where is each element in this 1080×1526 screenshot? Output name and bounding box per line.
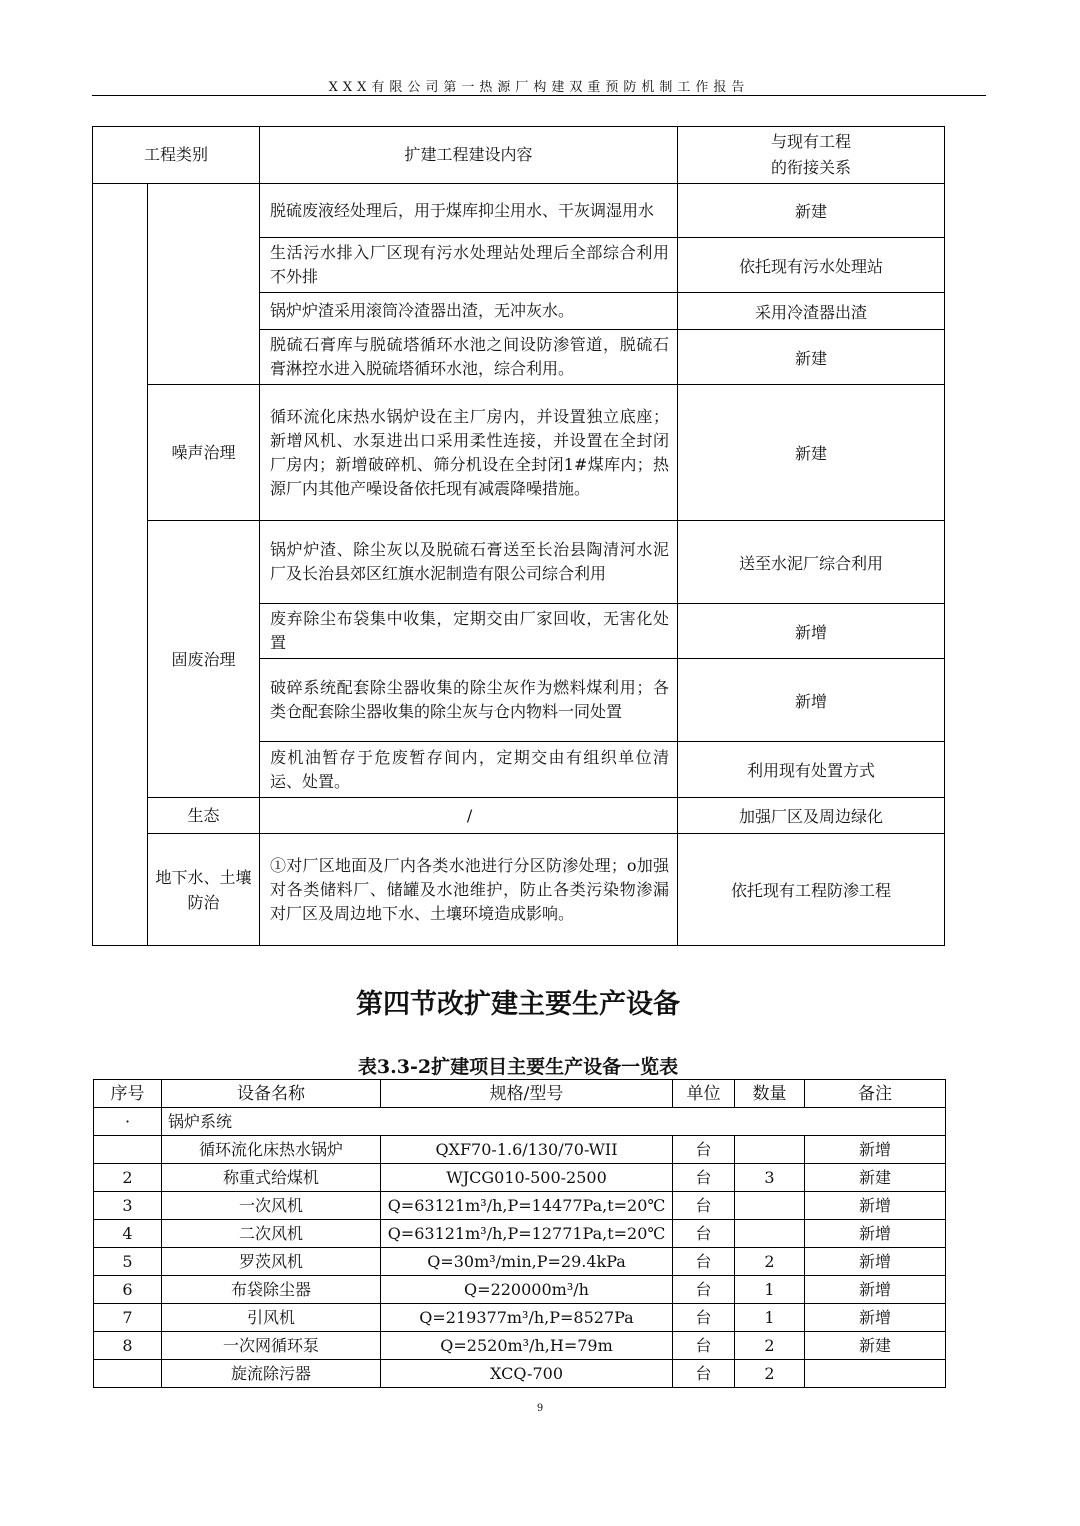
relation-cell: 新建: [678, 385, 945, 521]
cell-name: 一次网循环泵: [162, 1332, 381, 1360]
content-cell: 脱硫石膏库与脱硫塔循环水池之间设防渗管道，脱硫石膏淋控水进入脱硫塔循环水池，综合利用。: [260, 330, 678, 385]
content-cell: 锅炉炉渣、除尘灰以及脱硫石膏送至长治县陶清河水泥厂及长治县郊区红旗水泥制造有限公司综合利用: [260, 521, 678, 604]
group-name: 锅炉系统: [162, 1108, 946, 1136]
cell-qty: 2: [735, 1248, 805, 1276]
content-cell: 脱硫废液经处理后，用于煤库抑尘用水、干灰调湿用水: [260, 184, 678, 238]
cell-remark: 新建: [805, 1164, 946, 1192]
content-cell: 废弃除尘布袋集中收集，定期交由厂家回收，无害化处置: [260, 604, 678, 659]
section-title: 第四节改扩建主要生产设备: [356, 989, 680, 1020]
header-no: 序号: [94, 1080, 162, 1108]
cell-unit: 台: [673, 1276, 735, 1304]
group-no: ·: [94, 1108, 162, 1136]
cell-qty: [735, 1192, 805, 1220]
relation-cell: 新增: [678, 604, 945, 659]
page-number: 9: [536, 1403, 544, 1414]
relation-cell: 加强厂区及周边绿化: [678, 798, 945, 834]
table-row: [94, 1360, 946, 1388]
subcategory-solid-waste: 固废治理: [148, 521, 260, 798]
cell-qty: [735, 1136, 805, 1164]
cell-spec: Q=63121m³/h,P=12771Pa,t=20℃: [381, 1220, 673, 1248]
table-row: [94, 1332, 946, 1360]
table-caption: 表3.3-2扩建项目主要生产设备一览表: [357, 1056, 679, 1078]
table-row: [93, 521, 945, 604]
group-row: [94, 1108, 946, 1136]
cell-unit: 台: [673, 1164, 735, 1192]
relation-cell: 新增: [678, 659, 945, 742]
cell-name: 一次风机: [162, 1192, 381, 1220]
relation-cell: 采用冷渣器出渣: [678, 293, 945, 330]
cell-no: 7: [94, 1304, 162, 1332]
cell-qty: [735, 1220, 805, 1248]
cell-no: 8: [94, 1332, 162, 1360]
equipment-table: [93, 1079, 946, 1388]
engineering-measures-table: [92, 126, 945, 946]
table-header-row: [93, 127, 945, 184]
cell-unit: 台: [673, 1360, 735, 1388]
subcategory-ecology: 生态: [148, 798, 260, 834]
table-row: [94, 1136, 946, 1164]
table-row: [94, 1248, 946, 1276]
category-cell: [93, 184, 148, 946]
cell-remark: 新增: [805, 1276, 946, 1304]
relation-cell: 送至水泥厂综合利用: [678, 521, 945, 604]
cell-name: 旋流除污器: [162, 1360, 381, 1388]
cell-spec: Q=30m³/min,P=29.4kPa: [381, 1248, 673, 1276]
cell-unit: 台: [673, 1192, 735, 1220]
cell-name: 循环流化床热水锅炉: [162, 1136, 381, 1164]
subcategory-groundwater: 地下水、土壤 防治: [148, 834, 260, 946]
cell-unit: 台: [673, 1304, 735, 1332]
header-qty: 数量: [735, 1080, 805, 1108]
cell-qty: 1: [735, 1304, 805, 1332]
content-cell: 锅炉炉渣采用滚筒冷渣器出渣，无冲灰水。: [260, 293, 678, 330]
cell-no: [94, 1360, 162, 1388]
header-divider: [92, 95, 986, 96]
cell-unit: 台: [673, 1248, 735, 1276]
cell-remark: 新增: [805, 1304, 946, 1332]
cell-spec: QXF70-1.6/130/70-WII: [381, 1136, 673, 1164]
content-cell: 循环流化床热水锅炉设在主厂房内，并设置独立底座；新增风机、水泵进出口采用柔性连接，并设置在全封闭厂房内；新增破碎机、筛分机设在全封闭1#煤库内；热源厂内其他产噪设备依托现有减震降噪措施。: [260, 385, 678, 521]
cell-no: 5: [94, 1248, 162, 1276]
relation-cell: 依托现有工程防渗工程: [678, 834, 945, 946]
cell-name: 布袋除尘器: [162, 1276, 381, 1304]
cell-no: 6: [94, 1276, 162, 1304]
cell-remark: 新增: [805, 1220, 946, 1248]
relation-cell: 新建: [678, 330, 945, 385]
relation-cell: 利用现有处置方式: [678, 742, 945, 798]
cell-spec: Q=220000m³/h: [381, 1276, 673, 1304]
header-name: 设备名称: [162, 1080, 381, 1108]
subcategory-cell: [148, 184, 260, 385]
cell-qty: 1: [735, 1276, 805, 1304]
cell-name: 称重式给煤机: [162, 1164, 381, 1192]
header-spec: 规格/型号: [381, 1080, 673, 1108]
cell-spec: WJCG010-500-2500: [381, 1164, 673, 1192]
table-row: [94, 1192, 946, 1220]
table-row: [94, 1276, 946, 1304]
relation-cell: 依托现有污水处理站: [678, 238, 945, 293]
content-cell: 废机油暂存于危废暂存间内，定期交由有组织单位清运、处置。: [260, 742, 678, 798]
cell-remark: 新增: [805, 1248, 946, 1276]
header-relation: 与现有工程 的衔接关系: [678, 127, 945, 184]
header-content: 扩建工程建设内容: [260, 127, 678, 184]
cell-spec: Q=2520m³/h,H=79m: [381, 1332, 673, 1360]
cell-qty: 2: [735, 1360, 805, 1388]
cell-qty: 2: [735, 1332, 805, 1360]
cell-remark: 新增: [805, 1136, 946, 1164]
cell-name: 二次风机: [162, 1220, 381, 1248]
cell-qty: 3: [735, 1164, 805, 1192]
cell-remark: 新增: [805, 1192, 946, 1220]
cell-remark: [805, 1360, 946, 1388]
cell-no: 4: [94, 1220, 162, 1248]
table-row: [93, 385, 945, 521]
cell-unit: 台: [673, 1332, 735, 1360]
cell-name: 罗茨风机: [162, 1248, 381, 1276]
cell-name: 引风机: [162, 1304, 381, 1332]
table-row: [94, 1164, 946, 1192]
table-row: [93, 834, 945, 946]
table-row: [93, 184, 945, 238]
cell-spec: XCQ-700: [381, 1360, 673, 1388]
cell-unit: 台: [673, 1220, 735, 1248]
header-category: 工程类别: [93, 127, 260, 184]
cell-no: 3: [94, 1192, 162, 1220]
content-cell: 生活污水排入厂区现有污水处理站处理后全部综合利用不外排: [260, 238, 678, 293]
content-cell: /: [260, 798, 678, 834]
cell-no: [94, 1136, 162, 1164]
table-row: [93, 798, 945, 834]
relation-cell: 新建: [678, 184, 945, 238]
cell-spec: Q=219377m³/h,P=8527Pa: [381, 1304, 673, 1332]
report-header-title: XXX有限公司第一热源厂构建双重预防机制工作报告: [328, 80, 750, 95]
table-header-row: [94, 1080, 946, 1108]
table-row: [94, 1304, 946, 1332]
cell-no: 2: [94, 1164, 162, 1192]
subcategory-noise: 噪声治理: [148, 385, 260, 521]
cell-spec: Q=63121m³/h,P=14477Pa,t=20℃: [381, 1192, 673, 1220]
cell-unit: 台: [673, 1136, 735, 1164]
content-cell: 破碎系统配套除尘器收集的除尘灰作为燃料煤利用；各类仓配套除尘器收集的除尘灰与仓内物料一同处置: [260, 659, 678, 742]
header-unit: 单位: [673, 1080, 735, 1108]
header-remark: 备注: [805, 1080, 946, 1108]
content-cell: ①对厂区地面及厂内各类水池进行分区防渗处理；o加强对各类储料厂、储罐及水池维护，防止各类污染物渗漏对厂区及周边地下水、土壤环境造成影响。: [260, 834, 678, 946]
table-row: [94, 1220, 946, 1248]
cell-remark: 新建: [805, 1332, 946, 1360]
